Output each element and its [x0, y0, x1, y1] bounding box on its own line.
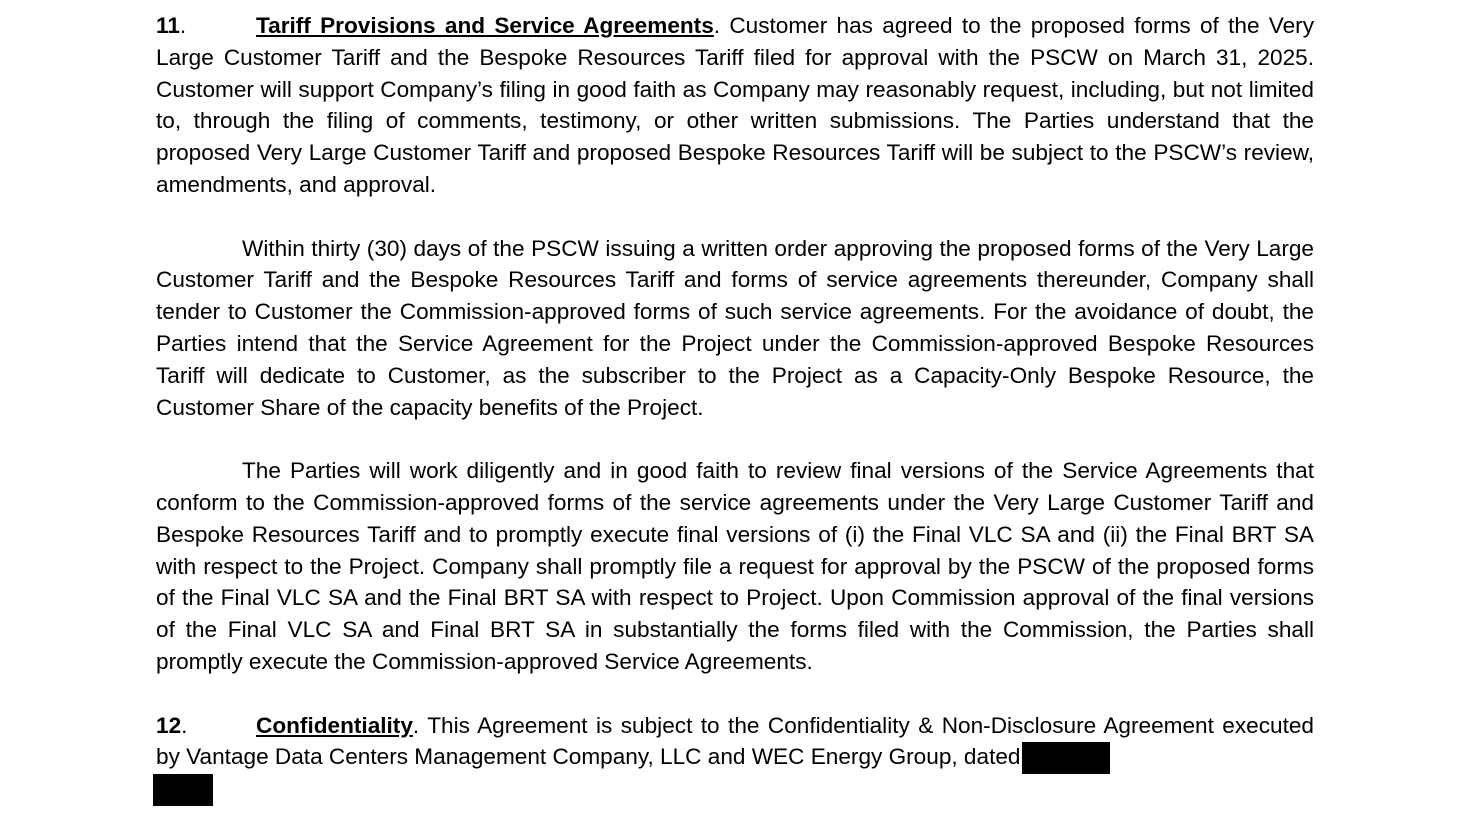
section-12: [156, 710, 1314, 775]
section-11: [156, 10, 1314, 201]
redaction-box: [153, 774, 213, 806]
section-11-paragraph-3: The Parties will work diligently and in good faith to review final versions of the Service Agreements that conform to the Commission-approved forms of the service agreements under the Very Large Customer Tariff and Bespoke Resources Tariff and to promptly execute final versions of (i) the Final VLC SA and (ii) the Final BRT SA with respect to the Project. Company shall promptly file a request for approval by the PSCW of the proposed forms of the Final VLC SA and the Final BRT SA with respect to Project. Upon Commission approval of the final versions of the Final VLC SA and Final BRT SA in substantially the forms filed with the Commission, the Parties shall promptly execute the Commission-approved Service Agreements.: [156, 458, 1314, 674]
section-number: 12.: [156, 712, 188, 738]
section-body: . This Agreement is subject to the Confidentiality & Non-Disclosure Agreement executed by Vantage Data Centers Management Company, LLC and WEC Energy Group, dated: [156, 712, 1314, 770]
document-page: [156, 10, 1314, 806]
redaction-box: [1022, 742, 1110, 774]
section-heading: Confidentiality: [256, 712, 413, 738]
section-11-paragraph-2: Within thirty (30) days of the PSCW issuing a written order approving the proposed forms of the Very Large Customer Tariff and the Bespoke Resources Tariff and forms of service agreements thereunder, Company shall tender to Customer the Commission-approved forms of such service agreements. For the avoidance of doubt, the Parties intend that the Service Agreement for the Project under the Commission-approved Bespoke Resources Tariff will dedicate to Customer, as the subscriber to the Project as a Capacity-Only Bespoke Resource, the Customer Share of the capacity benefits of the Project.: [156, 235, 1314, 420]
section-heading: Tariff Provisions and Service Agreements: [256, 13, 714, 38]
section-body: . Customer has agreed to the proposed forms of the Very Large Customer Tariff and the Bespoke Resources Tariff filed for approval with the PSCW on March 31, 2025. Customer will support Company’s filing in good faith as Company may reasonably request, including, but not limited to, through the filing of comments, testimony, or other written submissions. The Parties understand that the proposed Very Large Customer Tariff and proposed Bespoke Resources Tariff will be subject to the PSCW’s review, amendments, and approval.: [156, 13, 1314, 197]
section-number: 11.: [156, 13, 187, 38]
